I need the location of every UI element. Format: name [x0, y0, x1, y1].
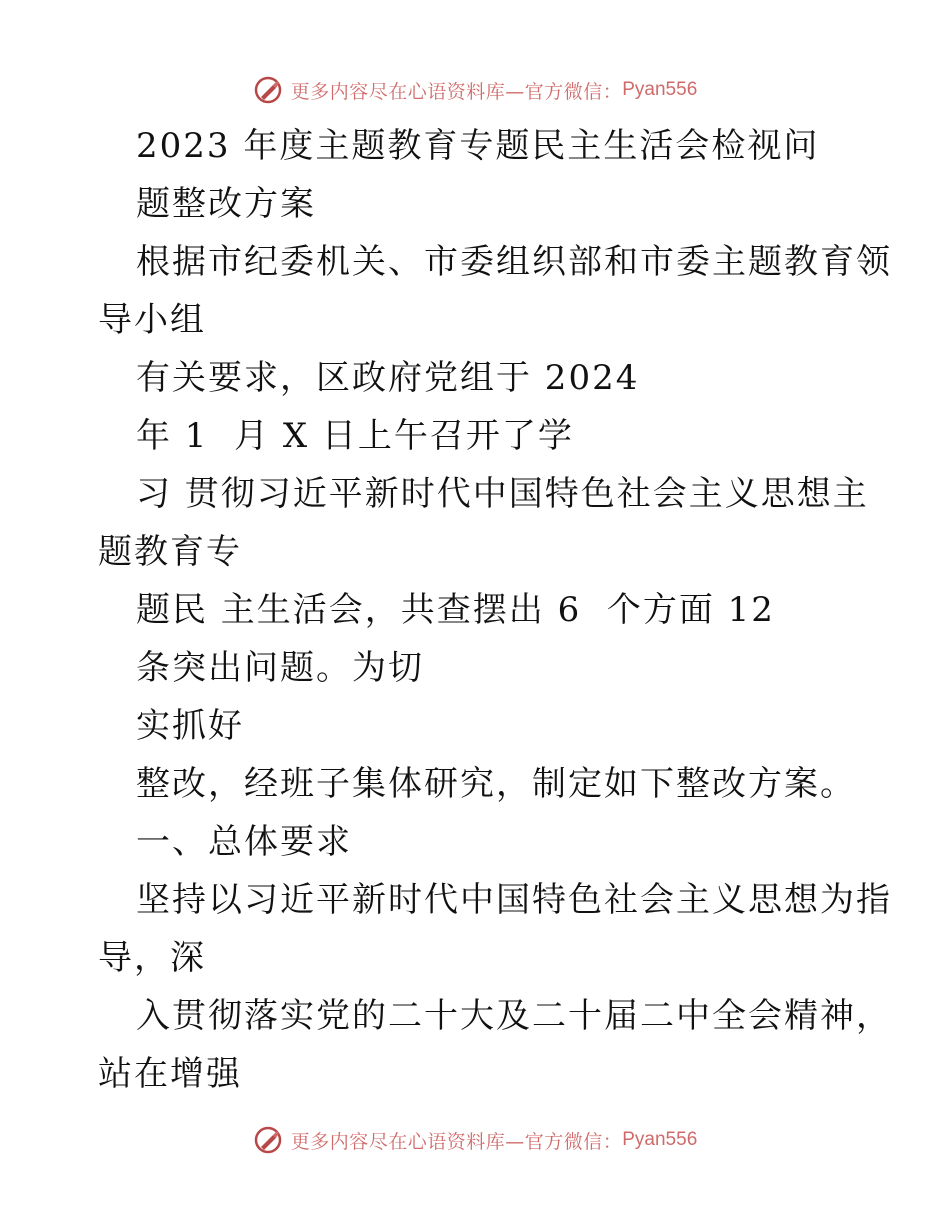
paragraph-line: 年 1 月 X 日上午召开了学 — [136, 416, 574, 456]
watermark-text: 更多内容尽在心语资料库—官方微信： — [290, 80, 623, 103]
watermark-footer — [0, 1120, 950, 1160]
paragraph-line: 根据市纪委机关、市委组织部和市委主题教育领 — [136, 242, 892, 282]
paragraph-line: 有关要求，区政府党组于 2024 — [136, 358, 640, 398]
paragraph-line: 导小组 — [98, 300, 206, 340]
paragraph-line: 入贯彻落实党的二十大及二十届二中全会精神， — [136, 996, 892, 1036]
title-line-1: 2023 年度主题教育专题民主生活会检视问 — [136, 126, 820, 166]
paragraph-line: 坚持以习近平新时代中国特色社会主义思想为指 — [136, 880, 892, 920]
paragraph-line: 条突出问题。为切 — [136, 648, 424, 688]
title-line-2: 题整改方案 — [136, 184, 316, 224]
paragraph-line: 实抓好 — [136, 706, 244, 746]
watermark-wechat-id: Pyan556 — [622, 1129, 698, 1150]
paragraph-line: 习 贯彻习近平新时代中国特色社会主义思想主 — [136, 474, 869, 514]
pen-logo-icon — [253, 75, 283, 105]
paragraph-line: 站在增强 — [98, 1054, 242, 1094]
watermark-text: 更多内容尽在心语资料库—官方微信： — [290, 1130, 623, 1153]
paragraph-line: 题民 主生活会，共查摆出 6 个方面 12 — [136, 590, 775, 630]
pen-logo-icon — [253, 1125, 283, 1155]
paragraph-line: 导，深 — [98, 938, 206, 978]
paragraph-line: 题教育专 — [98, 532, 242, 572]
paragraph-line: 整改，经班子集体研究，制定如下整改方案。 — [136, 764, 856, 804]
section-heading: 一、总体要求 — [136, 822, 352, 862]
watermark-header — [0, 70, 950, 110]
watermark-wechat-id: Pyan556 — [622, 79, 698, 100]
